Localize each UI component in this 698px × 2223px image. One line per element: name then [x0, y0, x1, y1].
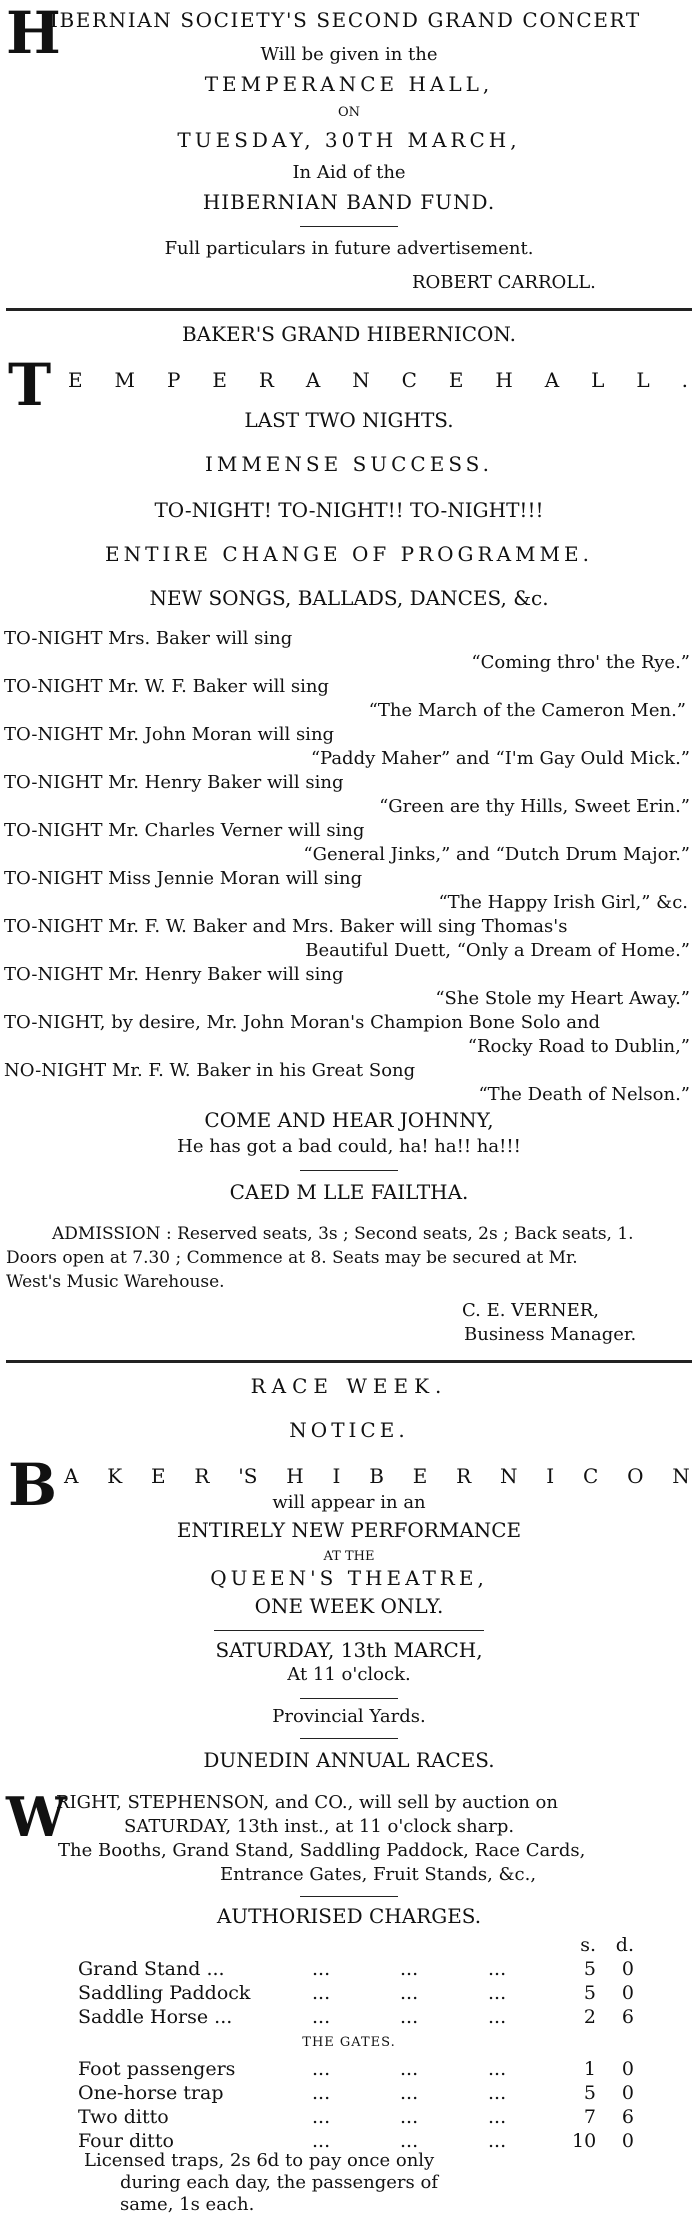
- leader-dots: ...: [488, 2082, 507, 2104]
- gate-name: Foot passengers: [78, 2058, 236, 2080]
- venue-letter: E: [448, 368, 464, 392]
- song-title: “The March of the Cameron Men.”: [368, 700, 686, 721]
- leader-dots: ...: [400, 2006, 419, 2028]
- concert-signer: ROBERT CARROLL.: [412, 272, 596, 293]
- venue-letter: E: [212, 368, 227, 392]
- leader-dots: ...: [488, 2006, 507, 2028]
- column-rule: [6, 1360, 692, 1363]
- race-week-at-the: AT THE: [323, 1549, 375, 1564]
- song-performer: TO-NIGHT Mr. Henry Baker will sing: [4, 964, 344, 985]
- gate-name: Two ditto: [78, 2106, 169, 2128]
- name-letter: C: [582, 1464, 599, 1488]
- venue-letter: C: [401, 368, 417, 392]
- licensed-line3: same, 1s each.: [120, 2194, 255, 2215]
- name-letter: I: [332, 1464, 341, 1488]
- hibernicon-heading: BAKER'S GRAND HIBERNICON.: [181, 322, 517, 346]
- song-title: Beautiful Duett, “Only a Dream of Home.”: [305, 940, 690, 961]
- charges-row: [0, 1982, 698, 2008]
- gate-pence: 0: [621, 2082, 634, 2104]
- name-letter: O: [627, 1464, 644, 1488]
- gate-pence: 0: [621, 2130, 634, 2152]
- auction-time: At 11 o'clock.: [287, 1664, 411, 1685]
- name-letter: R: [456, 1464, 472, 1488]
- concert-title: IBERNIAN SOCIETY'S SECOND GRAND CONCERT: [50, 8, 641, 32]
- auction-drop-cap: W: [6, 1785, 67, 1849]
- hibernicon-signer-title: Business Manager.: [464, 1324, 637, 1345]
- venue-letter: .: [681, 368, 688, 392]
- concert-short-rule: [300, 226, 398, 227]
- leader-dots: ...: [488, 1958, 507, 1980]
- leader-dots: ...: [488, 2058, 507, 2080]
- venue-letter: N: [352, 368, 370, 392]
- charges-row: [0, 1958, 698, 1984]
- leader-dots: ...: [400, 1958, 419, 1980]
- leader-dots: ...: [400, 2106, 419, 2128]
- gate-pence: 0: [621, 2058, 634, 2080]
- concert-date: TUESDAY, 30TH MARCH,: [177, 128, 521, 152]
- venue-letter: L: [636, 368, 650, 392]
- charge-name: Grand Stand ...: [78, 1958, 225, 1980]
- leader-dots: ...: [488, 2130, 507, 2152]
- leader-dots: ...: [312, 1958, 331, 1980]
- venue-letter: A: [544, 368, 560, 392]
- race-week-appear: will appear in an: [272, 1492, 426, 1513]
- leader-dots: ...: [312, 2058, 331, 2080]
- song-performer: TO-NIGHT Mr. Charles Verner will sing: [4, 820, 365, 841]
- hibernicon-last-nights: LAST TWO NIGHTS.: [244, 408, 454, 432]
- concert-line1: Will be given in the: [260, 44, 438, 65]
- name-letter: 'S: [238, 1464, 258, 1488]
- song-performer: TO-NIGHT Mr. F. W. Baker and Mrs. Baker will sing Thomas's: [4, 916, 568, 937]
- song-title: “She Stole my Heart Away.”: [435, 988, 690, 1009]
- name-letter: A: [64, 1464, 79, 1488]
- auction-line1: RIGHT, STEPHENSON, and CO., will sell by auction on: [56, 1792, 558, 1813]
- name-letter: K: [107, 1464, 123, 1488]
- concert-aid: In Aid of the: [292, 162, 406, 183]
- song-performer: TO-NIGHT Mr. John Moran will sing: [4, 724, 335, 745]
- gate-shillings: 5: [583, 2082, 596, 2104]
- hibernicon-success: IMMENSE SUCCESS.: [204, 452, 494, 476]
- venue-letter: H: [495, 368, 513, 392]
- song-title: “Paddy Maher” and “I'm Gay Ould Mick.”: [310, 748, 690, 769]
- name-letter: E: [151, 1464, 166, 1488]
- gate-name: Four ditto: [78, 2130, 174, 2152]
- concert-particulars: Full particulars in future advertisement.: [164, 238, 534, 259]
- concert-drop-cap: H: [6, 0, 61, 67]
- hibernicon-admission-3: West's Music Warehouse.: [6, 1272, 225, 1292]
- gate-shillings: 1: [583, 2058, 596, 2080]
- charge-shillings: 2: [583, 2006, 596, 2028]
- gates-title: THE GATES.: [302, 2035, 396, 2050]
- charge-shillings: 5: [583, 1982, 596, 2004]
- charge-pence: 0: [621, 1982, 634, 2004]
- venue-letter: A: [305, 368, 321, 392]
- concert-on: ON: [337, 105, 361, 120]
- auction-short-rule: [300, 1896, 398, 1897]
- song-performer: NO-NIGHT Mr. F. W. Baker in his Great Song: [4, 1060, 416, 1081]
- race-week-performance: ENTIRELY NEW PERFORMANCE: [176, 1518, 522, 1542]
- leader-dots: ...: [400, 1982, 419, 2004]
- hibernicon-short-rule: [300, 1170, 398, 1171]
- gates-row: [0, 2058, 698, 2084]
- auction-short-rule: [300, 1698, 398, 1699]
- charge-pence: 6: [621, 2006, 634, 2028]
- licensed-line1: Licensed traps, 2s 6d to pay once only: [84, 2150, 435, 2171]
- song-title: “The Happy Irish Girl,” &c.: [438, 892, 688, 913]
- section-rule: [214, 1630, 484, 1631]
- song-performer: TO-NIGHT Mrs. Baker will sing: [4, 628, 293, 649]
- song-title: “Rocky Road to Dublin,”: [467, 1036, 690, 1057]
- race-week-name: [64, 1466, 690, 1486]
- song-performer: TO-NIGHT Mr. Henry Baker will sing: [4, 772, 344, 793]
- hibernicon-come: COME AND HEAR JOHNNY,: [204, 1108, 494, 1132]
- song-performer: TO-NIGHT, by desire, Mr. John Moran's Champion Bone Solo and: [4, 1012, 601, 1033]
- auction-yards: Provincial Yards.: [272, 1706, 426, 1727]
- auction-races: DUNEDIN ANNUAL RACES.: [203, 1748, 495, 1772]
- col-pence: d.: [615, 1934, 634, 1956]
- charge-name: Saddling Paddock: [78, 1982, 251, 2004]
- venue-letter: E: [68, 368, 83, 392]
- col-shillings: s.: [580, 1934, 596, 1956]
- charge-pence: 0: [621, 1958, 634, 1980]
- name-letter: I: [546, 1464, 555, 1488]
- leader-dots: ...: [400, 2058, 419, 2080]
- venue-letter: R: [258, 368, 274, 392]
- venue-letter: L: [591, 368, 605, 392]
- hibernicon-venue: [68, 370, 688, 390]
- leader-dots: ...: [400, 2082, 419, 2104]
- name-letter: R: [194, 1464, 210, 1488]
- leader-dots: ...: [312, 2082, 331, 2104]
- leader-dots: ...: [312, 2130, 331, 2152]
- song-performer: TO-NIGHT Miss Jennie Moran will sing: [4, 868, 363, 889]
- leader-dots: ...: [488, 2106, 507, 2128]
- gate-pence: 6: [621, 2106, 634, 2128]
- auction-line4: Entrance Gates, Fruit Stands, &c.,: [220, 1864, 537, 1885]
- race-week-theatre: QUEEN'S THEATRE,: [210, 1566, 488, 1590]
- race-week-notice: NOTICE.: [289, 1418, 409, 1442]
- gates-row: [0, 2106, 698, 2132]
- hibernicon-cold: He has got a bad could, ha! ha!! ha!!!: [177, 1136, 521, 1157]
- concert-fund: HIBERNIAN BAND FUND.: [202, 190, 496, 214]
- leader-dots: ...: [312, 2106, 331, 2128]
- charge-name: Saddle Horse ...: [78, 2006, 233, 2028]
- hibernicon-change: ENTIRE CHANGE OF PROGRAMME.: [105, 542, 593, 566]
- auction-short-rule: [300, 1738, 398, 1739]
- leader-dots: ...: [312, 2006, 331, 2028]
- hibernicon-drop-cap: T: [8, 351, 52, 419]
- licensed-line2: during each day, the passengers of: [120, 2172, 438, 2193]
- charge-shillings: 5: [583, 1958, 596, 1980]
- song-performer: TO-NIGHT Mr. W. F. Baker will sing: [4, 676, 329, 697]
- hibernicon-admission-2: Doors open at 7.30 ; Commence at 8. Seats may be secured at Mr.: [6, 1248, 578, 1268]
- charges-row: [0, 2006, 698, 2032]
- race-week-drop-cap: B: [8, 1451, 58, 1519]
- song-title: “Coming thro' the Rye.”: [471, 652, 690, 673]
- name-letter: H: [286, 1464, 304, 1488]
- gate-shillings: 7: [583, 2106, 596, 2128]
- name-letter: N: [672, 1464, 690, 1488]
- song-title: “The Death of Nelson.”: [478, 1084, 690, 1105]
- song-title: “Green are thy Hills, Sweet Erin.”: [379, 796, 690, 817]
- race-week-one-week: ONE WEEK ONLY.: [254, 1594, 444, 1618]
- name-letter: B: [369, 1464, 384, 1488]
- name-letter: E: [412, 1464, 428, 1488]
- gate-name: One-horse trap: [78, 2082, 224, 2104]
- auction-date: SATURDAY, 13th MARCH,: [215, 1638, 483, 1662]
- charges-header: [0, 1934, 698, 1960]
- song-title: “General Jinks,” and “Dutch Drum Major.”: [303, 844, 690, 865]
- gates-row: [0, 2082, 698, 2108]
- hibernicon-new-songs: NEW SONGS, BALLADS, DANCES, &c.: [149, 586, 549, 610]
- charges-title: AUTHORISED CHARGES.: [216, 1904, 482, 1928]
- leader-dots: ...: [400, 2130, 419, 2152]
- name-letter: N: [499, 1464, 518, 1488]
- leader-dots: ...: [312, 1982, 331, 2004]
- gate-shillings: 10: [572, 2130, 597, 2152]
- race-week-title: RACE WEEK.: [250, 1374, 448, 1398]
- concert-venue: TEMPERANCE HALL,: [204, 72, 494, 96]
- column-rule: [6, 308, 692, 311]
- hibernicon-signer: C. E. VERNER,: [462, 1300, 600, 1321]
- hibernicon-admission-1: ADMISSION : Reserved seats, 3s ; Second seats, 2s ; Back seats, 1.: [52, 1224, 634, 1244]
- hibernicon-tonight: TO-NIGHT! TO-NIGHT!! TO-NIGHT!!!: [154, 498, 544, 522]
- venue-letter: M: [114, 368, 136, 392]
- hibernicon-caed: CAED M LLE FAILTHA.: [229, 1180, 469, 1204]
- leader-dots: ...: [488, 1982, 507, 2004]
- auction-line2: SATURDAY, 13th inst., at 11 o'clock sharp.: [124, 1816, 515, 1837]
- venue-letter: P: [166, 368, 181, 392]
- auction-line3: The Booths, Grand Stand, Saddling Paddock, Race Cards,: [58, 1840, 586, 1861]
